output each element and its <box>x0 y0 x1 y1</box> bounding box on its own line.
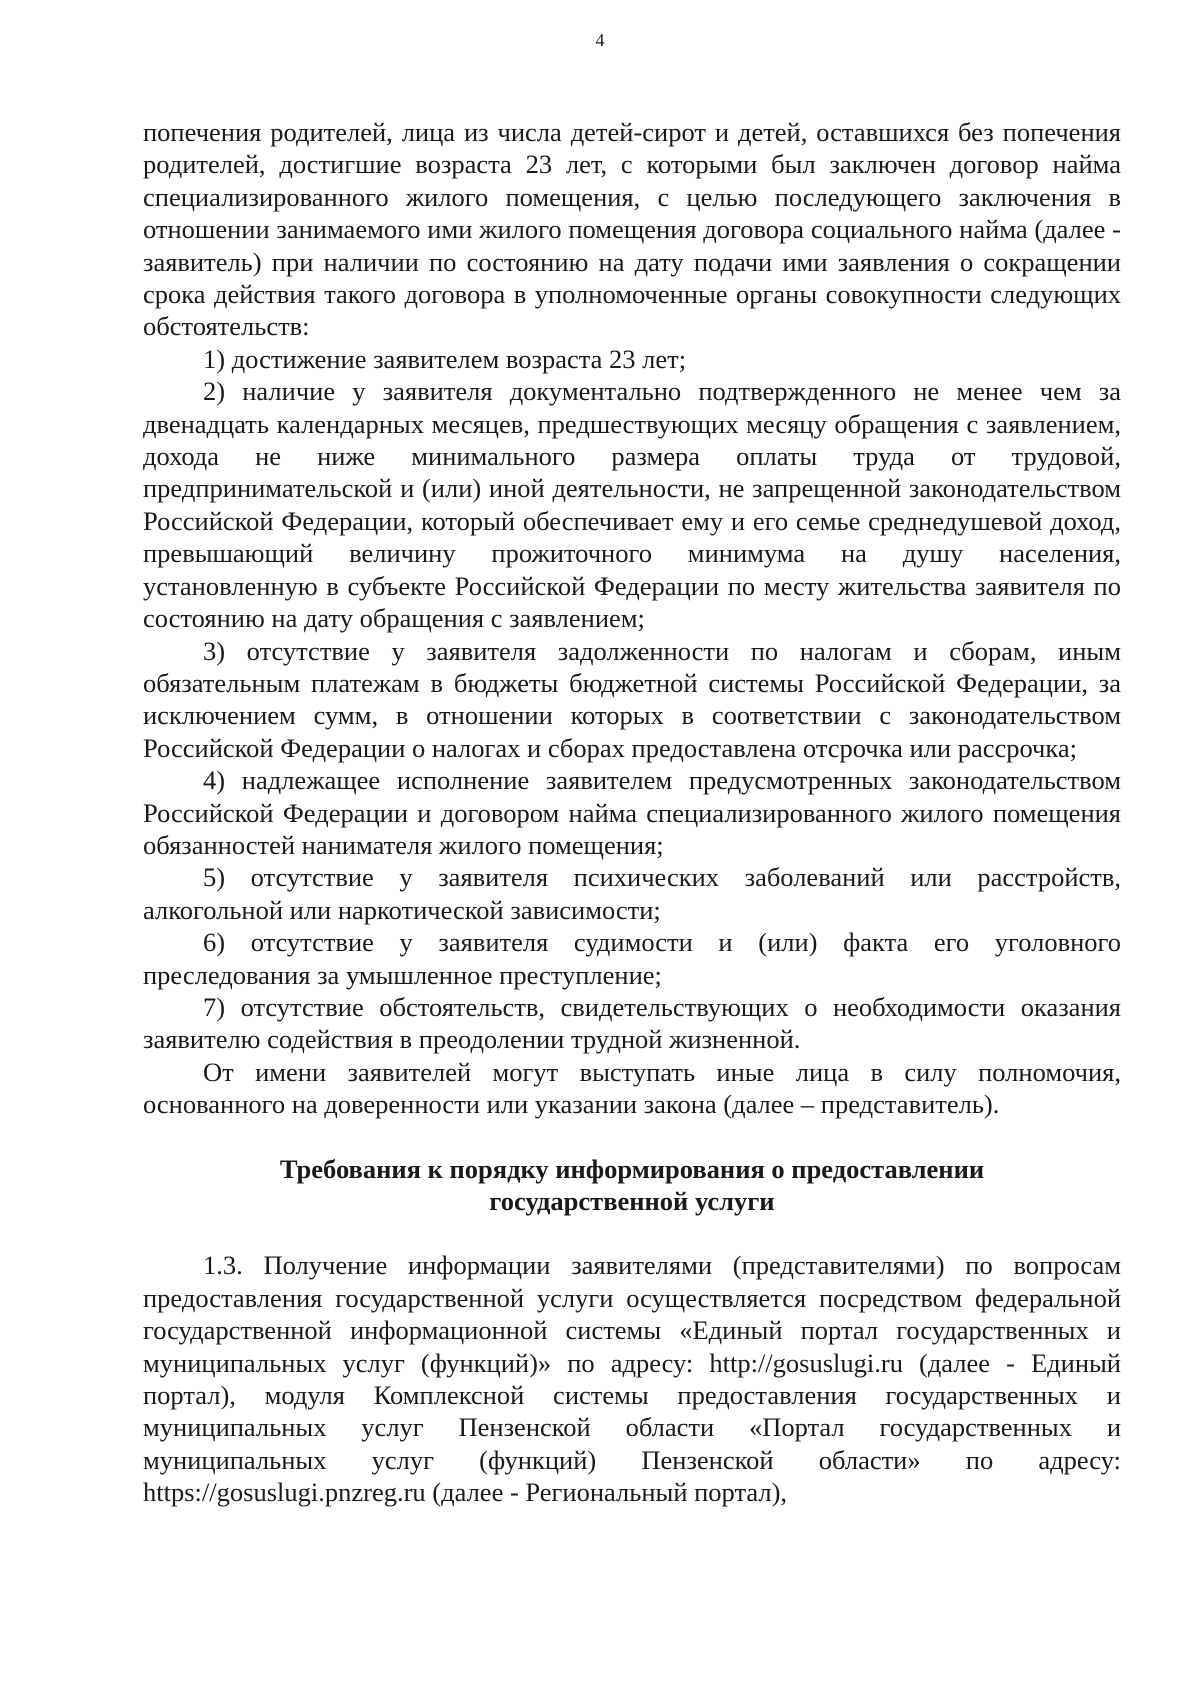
list-item-5: 5) отсутствие у заявителя психических заболеваний или расстройств, алкогольной или наркотической зависимости; <box>143 862 1121 925</box>
document-body <box>143 116 1121 1509</box>
section-heading-line-1: Требования к порядку информирования о предоставлении <box>279 1153 985 1184</box>
paragraph-intro: попечения родителей, лица из числа детей-сирот и детей, оставшихся без попечения родителей, достигшие возраста 23 лет, с которыми был заключен договор найма специализированного жилого помещения, с целью последующего заключения в отношении занимаемого ими жилого помещения договора социального найма (далее - заявитель) при наличии по состоянию на дату подачи ими заявления о сокращении срока действия такого договора в уполномоченные органы совокупности следующих обстоятельств: <box>143 117 1121 342</box>
list-item-7: 7) отсутствие обстоятельств, свидетельствующих о необходимости оказания заявителю содействия в преодолении трудной жизненной. <box>143 991 1121 1055</box>
paragraph-clause-1-3: 1.3. Получение информации заявителями (представителями) по вопросам предоставления государственной услуги осуществляется посредством федеральной государственной информационной системы «Единый портал государственных и муниципальных услуг (функций)» по адресу: http://gosuslugi.ru (далее - Единый портал), модуля Комплексной системы предоставления государственных и муниципальных услуг Пензенской области «Портал государственных и муниципальных услуг (функций) Пензенской области» по адресу: https://gosuslugi.pnzreg.ru (далее - Региональный портал), <box>143 1250 1121 1508</box>
list-item-1: 1) достижение заявителем возраста 23 лет; <box>203 343 687 374</box>
list-item-4: 4) надлежащее исполнение заявителем предусмотренных законодательством Российской Федерации и договором найма специализированного жилого помещения обязанностей нанимателя жилого помещения; <box>143 765 1121 860</box>
section-heading-line-2: государственной услуги <box>489 1186 775 1216</box>
list-item-6: 6) отсутствие у заявителя судимости и (или) факта его уголовного преследования за умышленное преступление; <box>143 927 1121 990</box>
paragraph-representative: От имени заявителей могут выступать иные лица в силу полномочия, основанного на доверенности или указании закона (далее – представитель). <box>143 1056 1121 1120</box>
section-heading <box>143 1153 1121 1218</box>
list-item-3: 3) отсутствие у заявителя задолженности по налогам и сборам, иным обязательным платежам в бюджеты бюджетной системы Российской Федерации, за исключением сумм, в отношении которых в соответствии с законодательством Российской Федерации о налогах и сборах предоставлена отсрочка или рассрочка; <box>143 635 1121 763</box>
page-number: 4 <box>595 30 605 50</box>
list-item-2: 2) наличие у заявителя документально подтвержденного не менее чем за двенадцать календарных месяцев, предшествующих месяцу обращения с заявлением, дохода не ниже минимального размера оплаты труда от трудовой, предпринимательской и (или) иной деятельности, не запрещенной законодательством Российской Федерации, который обеспечивает ему и его семье среднедушевой доход, превышающий величину прожиточного минимума на душу населения, установленную в субъекте Российской Федерации по месту жительства заявителя по состоянию на дату обращения с заявлением; <box>143 376 1121 634</box>
